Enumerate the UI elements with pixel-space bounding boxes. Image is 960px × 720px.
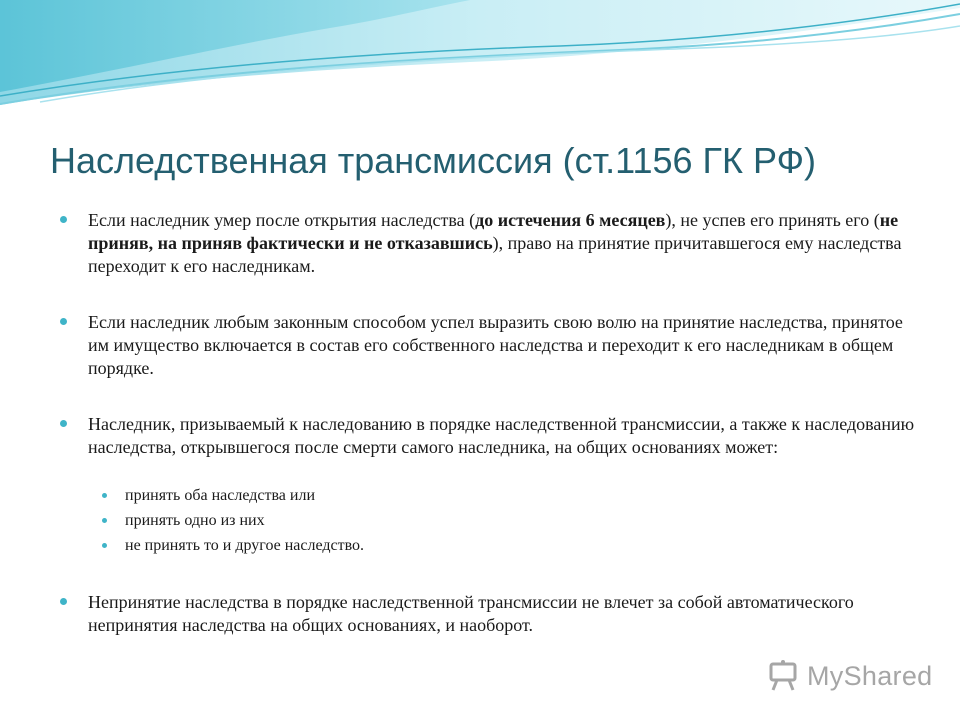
bullet-item (88, 311, 918, 380)
watermark-text: MyShared (807, 660, 933, 691)
bullet-item (88, 591, 918, 637)
bullet-item (88, 413, 918, 459)
sub-bullet-item: принять одно из них (125, 511, 825, 531)
bullet-item (88, 209, 918, 278)
myshared-watermark (767, 656, 937, 696)
header-wave-decoration (0, 0, 960, 120)
slide-title: Наследственная трансмиссия (ст.1156 ГК РФ) (50, 140, 816, 181)
bullet-emphasis: не приняв, на приняв фактически и не отказавшись (88, 210, 899, 253)
bullet-text: Если наследник любым законным способом успел выразить свою волю на принятие наследства, принятое им имущество включается в состав его собственного наследства и переходит к его наследникам в общем порядке. (88, 312, 903, 378)
bullet-text: Наследник, призываемый к наследованию в порядке наследственной трансмиссии, а также к наследованию наследства, открывшегося после смерти самого наследника, на общих основаниях может: (88, 414, 915, 457)
bullet-text: ), не успев его принять его ( (665, 210, 880, 230)
sub-bullet-item: не принять то и другое наследство. (125, 536, 825, 556)
bullet-text: ), право на принятие причитавшегося ему наследства переходит к его наследникам. (88, 233, 902, 276)
sub-bullet-item: принять оба наследства или (125, 486, 825, 506)
bullet-emphasis: до истечения 6 месяцев (475, 210, 666, 230)
presentation-board-icon (767, 659, 801, 693)
bullet-text: Если наследник умер после открытия наследства ( (88, 210, 476, 230)
bullet-text: Непринятие наследства в порядке наследственной трансмиссии не влечет за собой автоматического непринятия наследства на общих основаниях, и наоборот. (88, 592, 854, 635)
